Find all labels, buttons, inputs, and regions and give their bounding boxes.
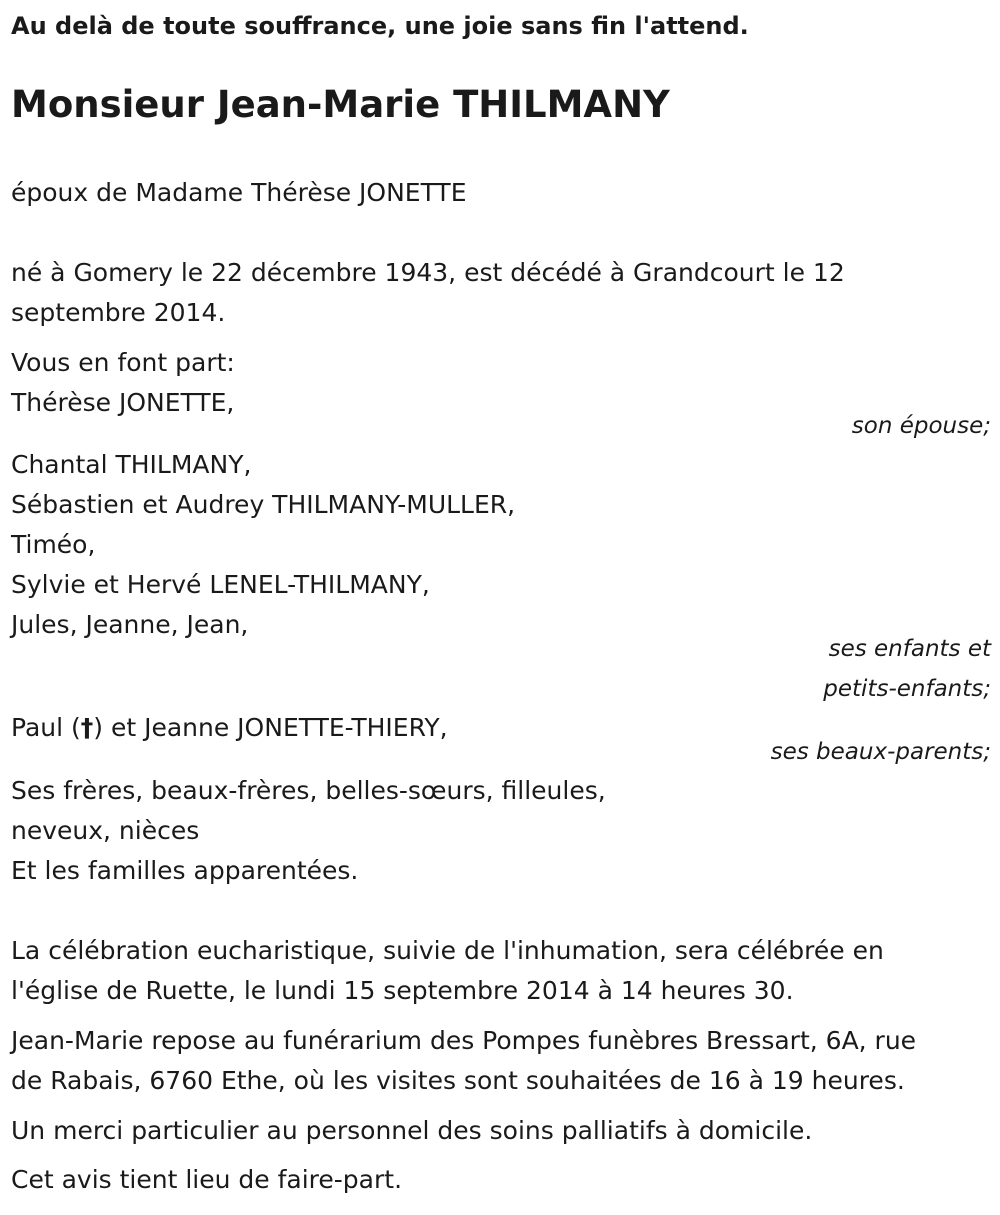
spouse-line: époux de Madame Thérèse JONETTE xyxy=(11,178,467,207)
child-line-3: Timéo, xyxy=(11,530,96,559)
parents-in-law-role: ses beaux-parents; xyxy=(770,739,991,765)
children-role-line-1: ses enfants et xyxy=(828,636,991,662)
parents-in-law-name-part-1: Paul ( xyxy=(11,713,81,742)
spouse-role: son épouse; xyxy=(851,413,991,439)
others-line-1: Ses frères, beaux-frères, belles-sœurs, filleules, xyxy=(11,776,606,805)
ceremony-line-2: l'église de Ruette, le lundi 15 septembre 2014 à 14 heures 30. xyxy=(11,976,794,1005)
epigraph-quote: Au delà de toute souffrance, une joie sans fin l'attend. xyxy=(11,12,749,40)
others-line-2: neveux, nièces xyxy=(11,816,200,845)
child-line-1: Chantal THILMANY, xyxy=(11,450,252,479)
thanks-line: Un merci particulier au personnel des soins palliatifs à domicile. xyxy=(11,1116,813,1145)
spouse-name: Thérèse JONETTE, xyxy=(11,388,235,417)
birth-death-line-2: septembre 2014. xyxy=(11,298,226,327)
announcement-intro: Vous en font part: xyxy=(11,348,235,377)
parents-in-law-name-part-2: ) et Jeanne JONETTE-THIERY, xyxy=(93,713,448,742)
others-line-3: Et les familles apparentées. xyxy=(11,856,359,885)
funeral-home-line-2: de Rabais, 6760 Ethe, où les visites sont souhaitées de 16 à 19 heures. xyxy=(11,1066,905,1095)
ceremony-line-1: La célébration eucharistique, suivie de l'inhumation, sera célébrée en xyxy=(11,936,884,965)
closing-line: Cet avis tient lieu de faire-part. xyxy=(11,1165,403,1194)
funeral-home-line-1: Jean-Marie repose au funérarium des Pompes funèbres Bressart, 6A, rue xyxy=(11,1026,917,1055)
deceased-name: Monsieur Jean-Marie THILMANY xyxy=(11,83,670,126)
birth-death-line-1: né à Gomery le 22 décembre 1943, est décédé à Grandcourt le 12 xyxy=(11,258,845,287)
child-line-2: Sébastien et Audrey THILMANY-MULLER, xyxy=(11,490,516,519)
child-line-5: Jules, Jeanne, Jean, xyxy=(11,610,249,639)
children-role-line-2: petits-enfants; xyxy=(823,676,991,702)
cross-icon: † xyxy=(80,713,94,742)
child-line-4: Sylvie et Hervé LENEL-THILMANY, xyxy=(11,570,430,599)
parents-in-law-line xyxy=(11,708,448,748)
